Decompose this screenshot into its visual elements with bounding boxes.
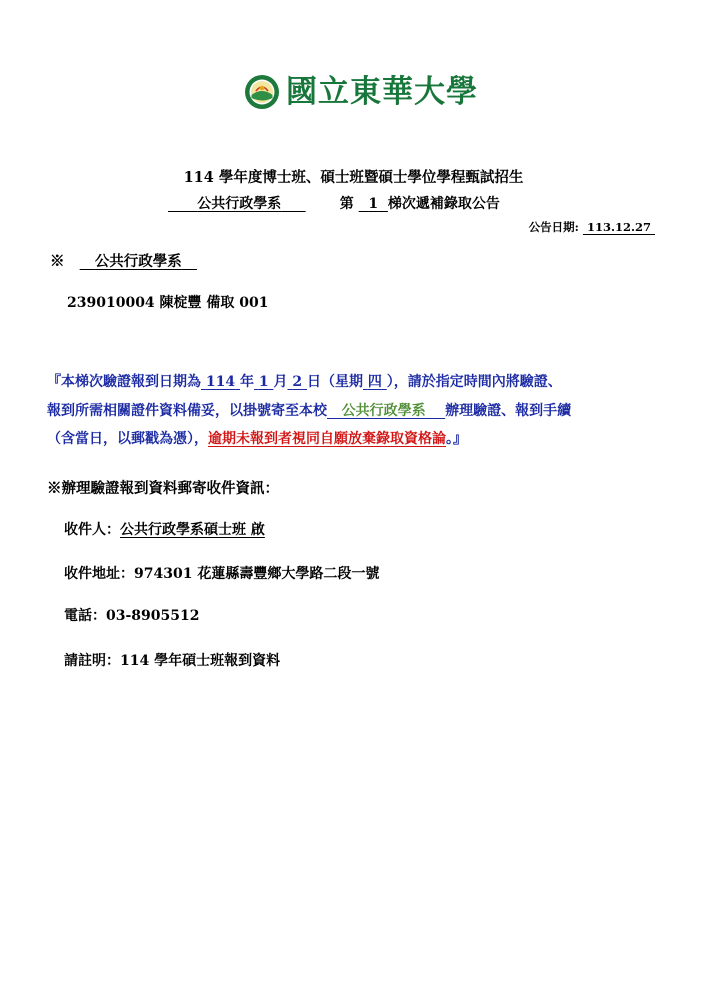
subtitle-suffix: 梯次遞補錄取公告	[387, 196, 500, 212]
department-name: 公共行政學系	[94, 253, 182, 270]
notice-day: 2	[292, 374, 303, 390]
subtitle-prefix: 第	[339, 196, 354, 212]
announcement-title: 114 學年度博士班、碩士班暨碩士學位學程甄試招生	[183, 169, 524, 186]
admission-status: 備取 001	[206, 295, 269, 311]
subtitle-round: 1	[368, 196, 379, 212]
notice-month: 1	[258, 374, 269, 390]
reference-mark: ※	[50, 253, 65, 270]
notice-line-2: 報到所需相關證件資料備妥，以掛號寄至本校 公共行政學系 辦理驗證、報到手續	[47, 403, 572, 419]
announce-date-label: 公告日期:	[528, 220, 579, 234]
receiver-value: 公共行政學系碩士班 啟	[120, 522, 265, 538]
notice-year: 114	[205, 374, 236, 390]
envelope-note: 請註明：114 學年碩士班報到資料	[64, 653, 281, 669]
mail-address: 收件地址：974301 花蓮縣壽豐鄉大學路二段一號	[64, 566, 380, 582]
admission-entry	[67, 292, 269, 312]
mail-info-heading: ※辦理驗證報到資料郵寄收件資訊：	[47, 480, 279, 497]
notice-department: 公共行政學系	[341, 403, 426, 419]
department-heading	[50, 250, 197, 271]
university-logo	[244, 74, 478, 110]
university-name: 國立東華大學	[286, 74, 478, 110]
subtitle-department: 公共行政學系	[197, 196, 282, 212]
receiver-line	[64, 519, 265, 539]
announce-date-value: 113.12.27	[586, 220, 651, 234]
applicant-id: 239010004	[67, 295, 155, 311]
announce-date	[529, 219, 655, 235]
notice-line-1: 『本梯次驗證報到日期為 114 年 1 月 2 日（星期 四 ），請於指定時間內將驗證、	[47, 374, 562, 390]
notice-line-3: （含當日，以郵戳為憑），逾期未報到者視同自願放棄錄取資格論。』	[47, 431, 467, 447]
receiver-label: 收件人：	[64, 522, 120, 538]
contact-phone: 電話：03-8905512	[64, 608, 200, 624]
announcement-subtitle	[168, 193, 500, 213]
notice-warning: 逾期未報到者視同自願放棄錄取資格論	[208, 431, 446, 447]
applicant-name: 陳椗豐	[159, 295, 202, 311]
notice-weekday: 四	[367, 374, 382, 390]
university-seal-icon	[244, 74, 280, 110]
